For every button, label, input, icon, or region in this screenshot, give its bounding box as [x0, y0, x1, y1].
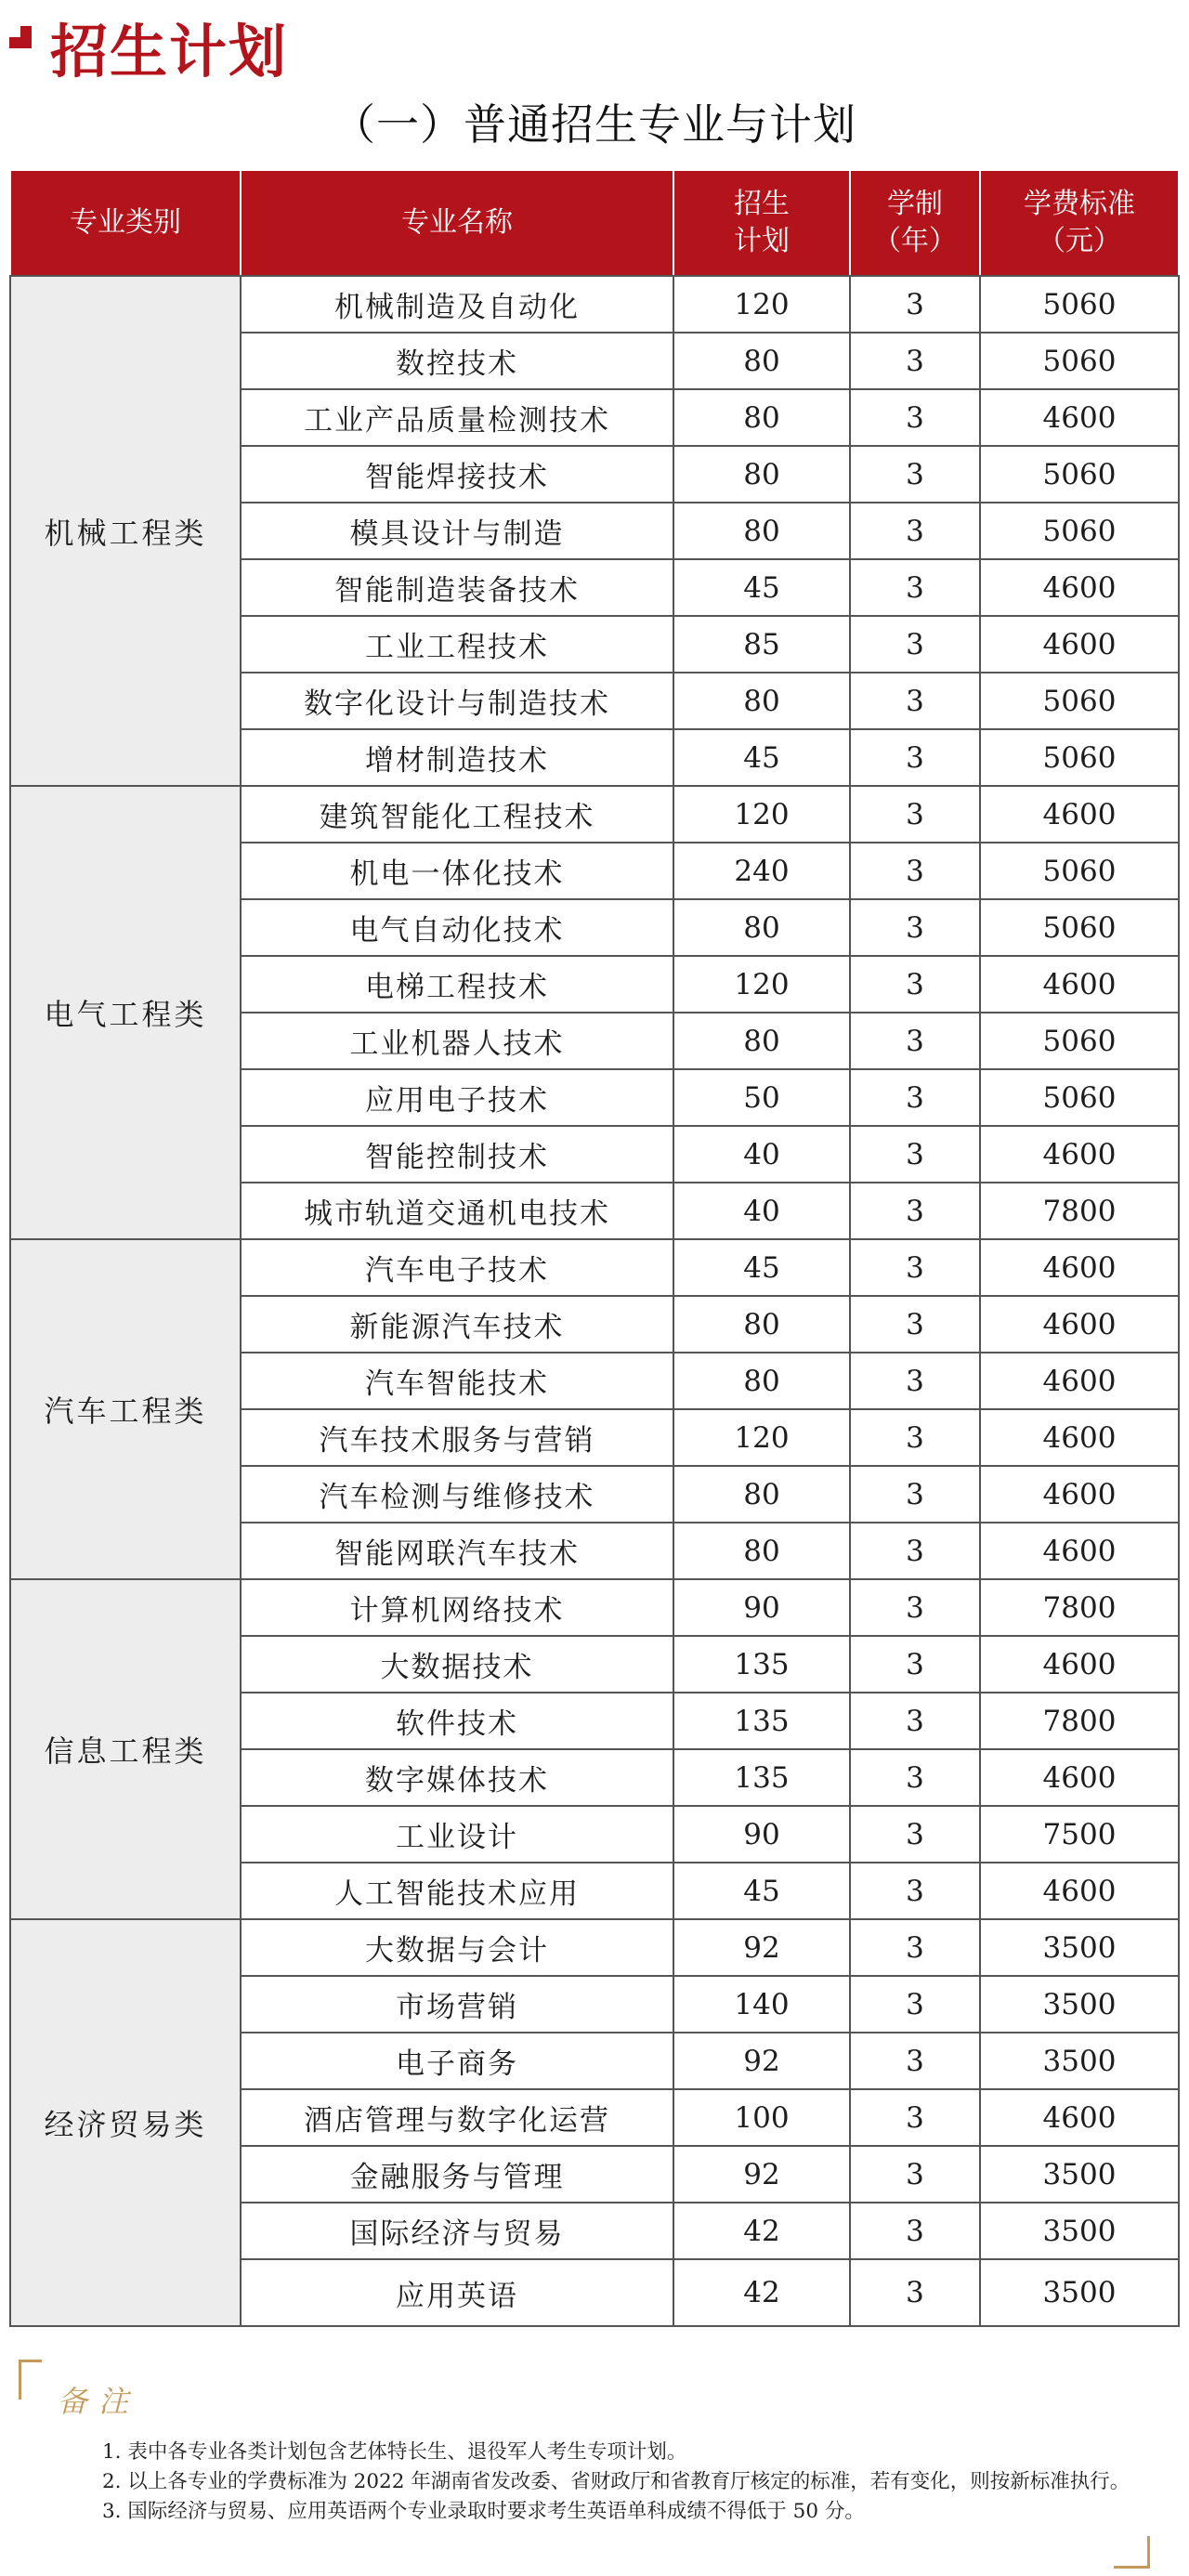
notes-label: 备注: [58, 2384, 140, 2419]
major-cell: 汽车智能技术: [241, 1353, 673, 1409]
note-item: 3. 国际经济与贸易、应用英语两个专业录取时要求考生英语单科成绩不得低于 50 分。: [102, 2500, 865, 2523]
note-item: 2. 以上各专业的学费标准为 2022 年湖南省发改委、省财政厅和省教育厅核定的标准，若有变化，则按新标准执行。: [102, 2470, 1130, 2493]
years-cell: 3: [850, 786, 980, 843]
plan-cell: 85: [673, 616, 850, 673]
years-cell: 3: [850, 616, 980, 673]
years-cell: 3: [850, 1353, 980, 1409]
enrollment-plan-table: [9, 171, 1180, 2327]
years-cell: 3: [850, 2203, 980, 2259]
major-cell: 汽车电子技术: [241, 1239, 673, 1296]
major-cell: 数字化设计与制造技术: [241, 673, 673, 729]
header-years: [850, 171, 980, 276]
years-cell: 3: [850, 1466, 980, 1523]
plan-cell: 80: [673, 503, 850, 559]
years-cell: 3: [850, 1126, 980, 1183]
years-cell: 3: [850, 1806, 980, 1863]
years-cell: 3: [850, 673, 980, 729]
plan-cell: 92: [673, 2146, 850, 2203]
major-cell: 城市轨道交通机电技术: [241, 1183, 673, 1239]
years-cell: 3: [850, 1013, 980, 1069]
fee-cell: 4600: [980, 1863, 1179, 1919]
square-marker-icon: [9, 26, 32, 48]
major-cell: 电气自动化技术: [241, 899, 673, 956]
corner-bracket-decoration: [1114, 2536, 1150, 2569]
category-cell: 电气工程类: [10, 786, 241, 1239]
years-cell: 3: [850, 1636, 980, 1693]
years-cell: 3: [850, 1863, 980, 1919]
plan-cell: 90: [673, 1806, 850, 1863]
major-cell: 模具设计与制造: [241, 503, 673, 559]
header-years-line2: （年）: [873, 225, 957, 257]
header-plan-line1: 招生: [734, 188, 790, 220]
fee-cell: 4600: [980, 1523, 1179, 1579]
plan-cell: 135: [673, 1749, 850, 1806]
fee-cell: 4600: [980, 956, 1179, 1013]
header-fee-line1: 学费标准: [1024, 188, 1135, 220]
plan-cell: 45: [673, 729, 850, 786]
header-major: 专业名称: [241, 171, 673, 276]
category-cell: 汽车工程类: [10, 1239, 241, 1579]
major-cell: 机电一体化技术: [241, 843, 673, 899]
plan-cell: 80: [673, 673, 850, 729]
years-cell: 3: [850, 843, 980, 899]
header-category: 专业类别: [10, 171, 241, 276]
plan-cell: 140: [673, 1976, 850, 2033]
header-years-line1: 学制: [887, 188, 943, 220]
plan-cell: 80: [673, 1296, 850, 1353]
major-cell: 工业工程技术: [241, 616, 673, 673]
plan-cell: 80: [673, 899, 850, 956]
major-cell: 智能制造装备技术: [241, 559, 673, 616]
plan-cell: 92: [673, 1919, 850, 1976]
major-cell: 汽车技术服务与营销: [241, 1409, 673, 1466]
fee-cell: 5060: [980, 729, 1179, 786]
major-cell: 机械制造及自动化: [241, 276, 673, 333]
notes-list: [102, 2438, 1130, 2527]
category-cell: 信息工程类: [10, 1579, 241, 1919]
plan-cell: 80: [673, 446, 850, 503]
header-plan: [673, 171, 850, 276]
years-cell: 3: [850, 1069, 980, 1126]
major-cell: 数控技术: [241, 333, 673, 389]
major-cell: 智能控制技术: [241, 1126, 673, 1183]
table-header-row: [10, 171, 1179, 276]
years-cell: 3: [850, 1749, 980, 1806]
header-plan-line2: 计划: [734, 225, 790, 257]
years-cell: 3: [850, 1409, 980, 1466]
major-cell: 酒店管理与数字化运营: [241, 2089, 673, 2146]
years-cell: 3: [850, 503, 980, 559]
plan-cell: 42: [673, 2259, 850, 2326]
plan-cell: 90: [673, 1579, 850, 1636]
years-cell: 3: [850, 2146, 980, 2203]
plan-cell: 40: [673, 1183, 850, 1239]
fee-cell: 5060: [980, 843, 1179, 899]
fee-cell: 3500: [980, 1919, 1179, 1976]
fee-cell: 7500: [980, 1806, 1179, 1863]
table-row: [10, 786, 1179, 843]
years-cell: 3: [850, 559, 980, 616]
fee-cell: 5060: [980, 673, 1179, 729]
years-cell: 3: [850, 899, 980, 956]
plan-cell: 120: [673, 956, 850, 1013]
notes-section: [9, 2360, 1178, 2569]
plan-cell: 80: [673, 1466, 850, 1523]
major-cell: 增材制造技术: [241, 729, 673, 786]
fee-cell: 5060: [980, 333, 1179, 389]
years-cell: 3: [850, 1183, 980, 1239]
fee-cell: 3500: [980, 2033, 1179, 2089]
fee-cell: 5060: [980, 1013, 1179, 1069]
major-cell: 计算机网络技术: [241, 1579, 673, 1636]
major-cell: 国际经济与贸易: [241, 2203, 673, 2259]
major-cell: 金融服务与管理: [241, 2146, 673, 2203]
plan-cell: 80: [673, 389, 850, 446]
fee-cell: 4600: [980, 1749, 1179, 1806]
major-cell: 新能源汽车技术: [241, 1296, 673, 1353]
plan-cell: 45: [673, 1239, 850, 1296]
plan-cell: 42: [673, 2203, 850, 2259]
header-fee: [980, 171, 1179, 276]
major-cell: 软件技术: [241, 1693, 673, 1749]
plan-cell: 120: [673, 1409, 850, 1466]
years-cell: 3: [850, 1296, 980, 1353]
plan-cell: 135: [673, 1693, 850, 1749]
fee-cell: 4600: [980, 1353, 1179, 1409]
years-cell: 3: [850, 729, 980, 786]
years-cell: 3: [850, 2033, 980, 2089]
fee-cell: 5060: [980, 1069, 1179, 1126]
plan-cell: 40: [673, 1126, 850, 1183]
table-row: [10, 1919, 1179, 1976]
fee-cell: 5060: [980, 899, 1179, 956]
years-cell: 3: [850, 1239, 980, 1296]
fee-cell: 7800: [980, 1579, 1179, 1636]
plan-cell: 45: [673, 1863, 850, 1919]
section-header: [0, 0, 1189, 85]
major-cell: 建筑智能化工程技术: [241, 786, 673, 843]
years-cell: 3: [850, 333, 980, 389]
table-row: [10, 276, 1179, 333]
plan-cell: 120: [673, 786, 850, 843]
fee-cell: 4600: [980, 1466, 1179, 1523]
section-title: 招生计划: [50, 18, 289, 85]
plan-cell: 80: [673, 1353, 850, 1409]
fee-cell: 4600: [980, 1296, 1179, 1353]
header-fee-line2: （元）: [1038, 225, 1121, 257]
plan-cell: 80: [673, 333, 850, 389]
major-cell: 智能网联汽车技术: [241, 1523, 673, 1579]
fee-cell: 3500: [980, 2203, 1179, 2259]
table-row: [10, 1239, 1179, 1296]
years-cell: 3: [850, 276, 980, 333]
major-cell: 汽车检测与维修技术: [241, 1466, 673, 1523]
years-cell: 3: [850, 2089, 980, 2146]
fee-cell: 4600: [980, 1239, 1179, 1296]
major-cell: 应用英语: [241, 2259, 673, 2326]
years-cell: 3: [850, 2259, 980, 2326]
table-row: [10, 1579, 1179, 1636]
corner-bracket-decoration: [19, 2360, 42, 2399]
major-cell: 大数据与会计: [241, 1919, 673, 1976]
years-cell: 3: [850, 1579, 980, 1636]
fee-cell: 5060: [980, 276, 1179, 333]
fee-cell: 7800: [980, 1693, 1179, 1749]
fee-cell: 4600: [980, 786, 1179, 843]
years-cell: 3: [850, 446, 980, 503]
years-cell: 3: [850, 1919, 980, 1976]
category-cell: 机械工程类: [10, 276, 241, 786]
fee-cell: 5060: [980, 446, 1179, 503]
years-cell: 3: [850, 1693, 980, 1749]
plan-cell: 45: [673, 559, 850, 616]
fee-cell: 4600: [980, 1409, 1179, 1466]
years-cell: 3: [850, 1976, 980, 2033]
years-cell: 3: [850, 956, 980, 1013]
fee-cell: 4600: [980, 559, 1179, 616]
plan-cell: 50: [673, 1069, 850, 1126]
major-cell: 电子商务: [241, 2033, 673, 2089]
fee-cell: 4600: [980, 1126, 1179, 1183]
fee-cell: 4600: [980, 616, 1179, 673]
plan-cell: 120: [673, 276, 850, 333]
note-item: 1. 表中各专业各类计划包含艺体特长生、退役军人考生专项计划。: [102, 2440, 687, 2464]
category-cell: 经济贸易类: [10, 1919, 241, 2326]
major-cell: 人工智能技术应用: [241, 1863, 673, 1919]
fee-cell: 7800: [980, 1183, 1179, 1239]
major-cell: 工业机器人技术: [241, 1013, 673, 1069]
major-cell: 工业设计: [241, 1806, 673, 1863]
plan-cell: 80: [673, 1523, 850, 1579]
major-cell: 智能焊接技术: [241, 446, 673, 503]
plan-cell: 135: [673, 1636, 850, 1693]
fee-cell: 4600: [980, 2089, 1179, 2146]
fee-cell: 3500: [980, 2259, 1179, 2326]
years-cell: 3: [850, 1523, 980, 1579]
fee-cell: 4600: [980, 1636, 1179, 1693]
plan-cell: 92: [673, 2033, 850, 2089]
fee-cell: 4600: [980, 389, 1179, 446]
table-body: [10, 276, 1179, 2326]
major-cell: 大数据技术: [241, 1636, 673, 1693]
fee-cell: 5060: [980, 503, 1179, 559]
plan-cell: 80: [673, 1013, 850, 1069]
major-cell: 电梯工程技术: [241, 956, 673, 1013]
major-cell: 市场营销: [241, 1976, 673, 2033]
major-cell: 工业产品质量检测技术: [241, 389, 673, 446]
plan-cell: 100: [673, 2089, 850, 2146]
fee-cell: 3500: [980, 1976, 1179, 2033]
page-subtitle: （一）普通招生专业与计划: [333, 99, 856, 150]
major-cell: 应用电子技术: [241, 1069, 673, 1126]
fee-cell: 3500: [980, 2146, 1179, 2203]
major-cell: 数字媒体技术: [241, 1749, 673, 1806]
plan-cell: 240: [673, 843, 850, 899]
years-cell: 3: [850, 389, 980, 446]
